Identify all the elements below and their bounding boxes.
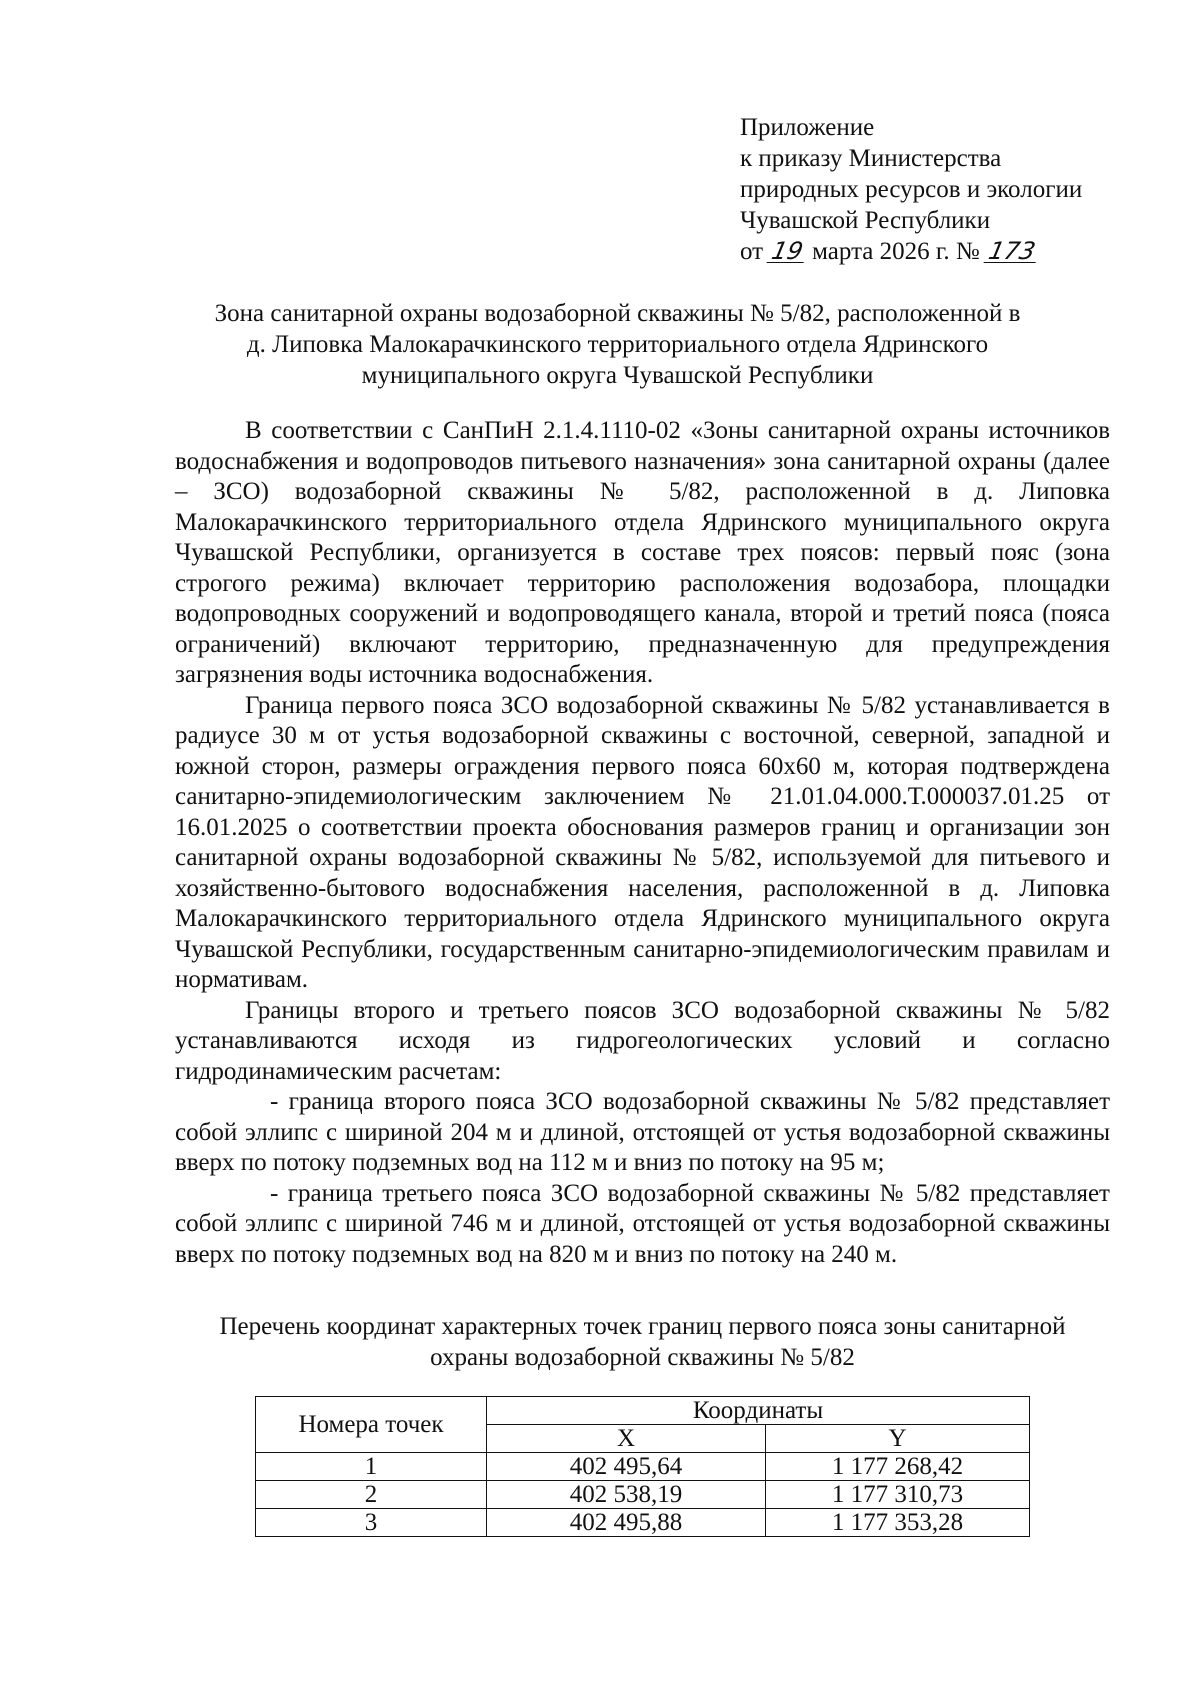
cell-y: 1 177 310,73 xyxy=(766,1481,1030,1509)
cell-y: 1 177 353,28 xyxy=(766,1509,1030,1537)
header-y: Y xyxy=(766,1425,1030,1453)
title-line: Зона санитарной охраны водозаборной скважины № 5/82, расположенной в xyxy=(214,300,1021,327)
table-row xyxy=(256,1481,1030,1509)
cell-y: 1 177 268,42 xyxy=(766,1453,1030,1481)
title-line: д. Липовка Малокарачкинского территориального отдела Ядринского xyxy=(246,331,989,358)
title-line: муниципального округа Чувашской Республики xyxy=(361,362,874,389)
header-points: Номера точек xyxy=(256,1397,487,1453)
cell-point: 3 xyxy=(256,1509,487,1537)
list-item: - граница третьего пояса ЗСО водозаборной скважины № 5/82 представляет собой эллипс с шириной 746 м и длиной, отстоящей от устья водозаборной скважины вверх по потоку подземных вод на 820 м и вниз по потоку на 240 м. xyxy=(175,1179,1110,1268)
approval-date-line xyxy=(740,236,1160,267)
header-coordinates: Координаты xyxy=(487,1397,1030,1425)
handwritten-day: 19 xyxy=(767,240,808,263)
table-header-row xyxy=(256,1397,1030,1425)
handwritten-order-number: 173 xyxy=(983,240,1040,263)
approval-line: Чувашской Республики xyxy=(740,207,991,234)
paragraph: Граница первого пояса ЗСО водозаборной скважины № 5/82 устанавливается в радиусе 30 м от устья водозаборной скважины с восточной, северной, западной и южной сторон, размеры ограждения первого пояса 60х60 м, которая подтверждена санитарно-эпидемиологическим заключением № 21.01.04.000.Т.000037.01.25 от 16.01.2025 о соответствии проекта обоснования размеров границ и организации зон санитарной охраны водозаборной скважины № 5/82, используемой для питьевого и хозяйственно-бытового водоснабжения населения, расположенной в д. Липовка Малокарачкинского территориального отдела Ядринского муниципального округа Чувашской Республики, государственным санитарно-эпидемиологическим правилам и нормативам. xyxy=(175,691,1110,993)
approval-stamp-block xyxy=(740,112,1160,267)
table-row xyxy=(256,1453,1030,1481)
approval-line: к приказу Министерства xyxy=(740,145,1002,172)
document-body xyxy=(175,416,1110,1270)
cell-x: 402 495,64 xyxy=(487,1453,766,1481)
header-x: X xyxy=(487,1425,766,1453)
cell-point: 1 xyxy=(256,1453,487,1481)
list-item: - граница второго пояса ЗСО водозаборной скважины № 5/82 представляет собой эллипс с шириной 204 м и длиной, отстоящей от устья водозаборной скважины вверх по потоку подземных вод на 112 м и вниз по потоку на 95 м; xyxy=(175,1088,1110,1176)
table-row xyxy=(256,1509,1030,1537)
cell-x: 402 495,88 xyxy=(487,1509,766,1537)
document-title xyxy=(175,298,1060,391)
date-rest: марта 2026 г. № xyxy=(812,238,980,265)
cell-x: 402 538,19 xyxy=(487,1481,766,1509)
table-title xyxy=(175,1311,1110,1373)
coordinates-table xyxy=(255,1396,1030,1537)
paragraph: Границы второго и третьего поясов ЗСО водозаборной скважины № 5/82 устанавливаются исходя из гидрогеологических условий и согласно гидродинамическим расчетам: xyxy=(175,996,1110,1085)
cell-point: 2 xyxy=(256,1481,487,1509)
date-prefix: от xyxy=(740,238,764,265)
approval-line: Приложение xyxy=(740,114,875,141)
table-title-line: охраны водозаборной скважины № 5/82 xyxy=(430,1344,855,1371)
approval-line: природных ресурсов и экологии xyxy=(740,176,1083,203)
paragraph: В соответствии с СанПиН 2.1.4.1110-02 «Зоны санитарной охраны источников водоснабжения и водопроводов питьевого назначения» зона санитарной охраны (далее – ЗСО) водозаборной скважины № 5/82, расположенной в д. Липовка Малокарачкинского территориального отдела Ядринского муниципального округа Чувашской Республики, организуется в составе трех поясов: первый пояс (зона строгого режима) включает территорию расположения водозабора, площадки водопроводных сооружений и водопроводящего канала, второй и третий пояса (пояса ограничений) включают территорию, предназначенную для предупреждения загрязнения воды источника водоснабжения. xyxy=(175,417,1110,688)
table-title-line: Перечень координат характерных точек границ первого пояса зоны санитарной xyxy=(219,1313,1066,1340)
